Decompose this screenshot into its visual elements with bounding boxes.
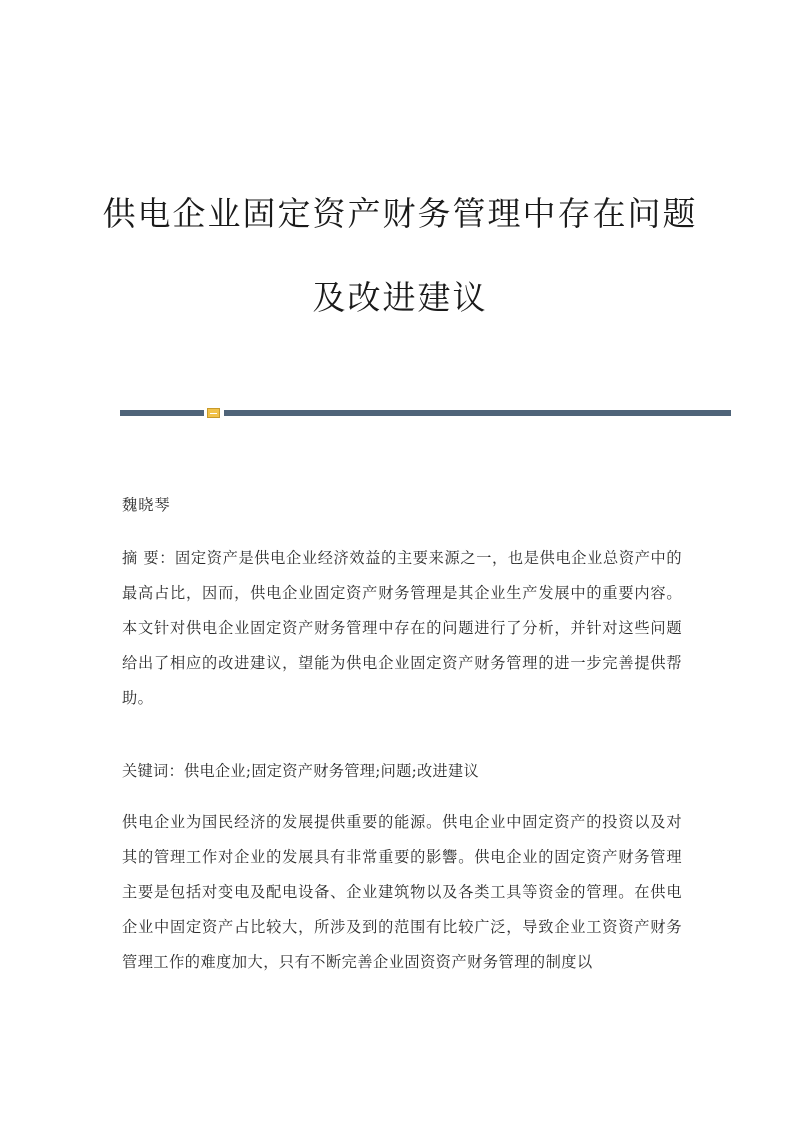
abstract-text: 固定资产是供电企业经济效益的主要来源之一，也是供电企业总资产中的最高占比，因而，供电企业固定资产财务管理是其企业生产发展中的重要内容。本文针对供电企业固定资产财务管理中存在的问题进行了分析，并针对这些问题给出了相应的改进建议，望能为供电企业固定资产财务管理的进一步完善提供帮助。 — [122, 549, 682, 707]
document-title-line-1: 供电企业固定资产财务管理中存在问题 — [102, 194, 698, 233]
title-divider — [120, 408, 731, 416]
body-paragraph: 供电企业为国民经济的发展提供重要的能源。供电企业中固定资产的投资以及对其的管理工作对企业的发展具有非常重要的影響。供电企业的固定资产财务管理主要是包括对变电及配电设备、企业建筑物以及各类工具等资金的管理。在供电企业中固定资产占比较大，所涉及到的范围有比较广泛，导致企业工资资产财务管理工作的难度加大，只有不断完善企业固资资产财务管理的制度以 — [122, 813, 682, 971]
keywords-label: 关键词： — [122, 762, 184, 780]
divider-left-segment — [120, 410, 204, 416]
abstract-label: 摘 要： — [122, 549, 176, 567]
divider-emblem-icon — [207, 408, 220, 418]
keywords — [122, 760, 682, 781]
keywords-text: 供电企业;固定资产财务管理;问题;改进建议 — [183, 762, 479, 780]
author-name: 魏晓琴 — [122, 496, 171, 514]
abstract — [122, 541, 682, 716]
document-title-line-2: 及改进建议 — [312, 278, 488, 317]
divider-right-segment — [224, 410, 731, 416]
